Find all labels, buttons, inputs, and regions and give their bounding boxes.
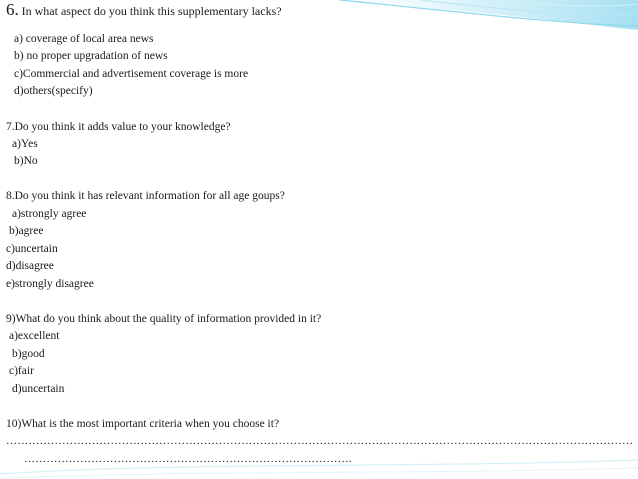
q9-option-c: c)fair (9, 365, 34, 377)
q9-option-b: b)good (12, 348, 45, 360)
q9-option-d: d)uncertain (12, 383, 65, 395)
question-9-text: 9)What do you think about the quality of information provided in it? (6, 313, 322, 325)
q10-answer-line-2: ……………………………………………………………………………. (24, 453, 352, 465)
question-6-number: 6. (6, 0, 19, 19)
q7-option-b: b)No (14, 155, 38, 167)
question-8-text: 8.Do you think it has relevant information for all age goups? (6, 190, 285, 202)
question-6-text: In what aspect do you think this supplementary lacks? (21, 4, 282, 18)
q8-option-b: b)agree (9, 225, 44, 237)
q8-option-e: e)strongly disagree (6, 278, 94, 290)
q6-option-a: a) coverage of local area news (14, 33, 154, 45)
q6-option-d: d)others(specify) (14, 85, 93, 97)
q8-option-c: c)uncertain (6, 243, 58, 255)
q7-option-a: a)Yes (12, 138, 38, 150)
q6-option-b: b) no proper upgradation of news (14, 50, 168, 62)
question-10-text: 10)What is the most important criteria when you choose it? (6, 418, 280, 430)
q9-option-a: a)excellent (9, 330, 60, 342)
q8-option-d: d)disagree (6, 260, 54, 272)
q8-option-a: a)strongly agree (12, 208, 87, 220)
q10-answer-line-1: …………………………………………………………………………………………………………………………………………………… (6, 435, 634, 447)
question-6 (6, 0, 282, 19)
q6-option-c: c)Commercial and advertisement coverage is more (14, 68, 249, 80)
question-7-text: 7.Do you think it adds value to your knowledge? (6, 121, 231, 133)
